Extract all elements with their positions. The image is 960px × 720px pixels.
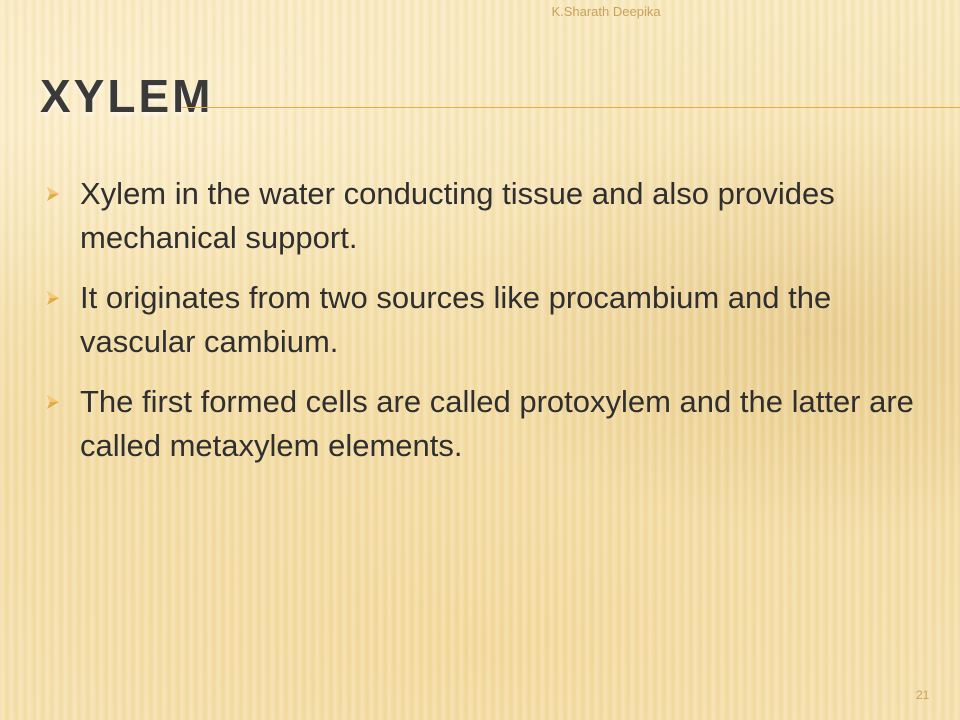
bullet-text: The first formed cells are called protoxylem and the latter are called metaxylem elements.: [80, 384, 914, 463]
bullet-item: [44, 276, 914, 364]
title-row: [40, 70, 960, 126]
slide-title: XYLEM: [40, 70, 214, 122]
bullet-item: [44, 172, 914, 260]
bullet-text: Xylem in the water conducting tissue and also provides mechanical support.: [80, 176, 835, 255]
arrow-right-icon: [46, 186, 60, 202]
bullet-item: [44, 380, 914, 468]
arrow-right-icon: [46, 290, 60, 306]
bullet-text: It originates from two sources like procambium and the vascular cambium.: [80, 280, 832, 359]
title-underline: [182, 107, 960, 108]
page-number: 21: [916, 688, 930, 702]
arrow-right-icon: [46, 394, 60, 410]
bullet-list: [44, 172, 914, 484]
author-header: K.Sharath Deepika: [551, 4, 661, 19]
